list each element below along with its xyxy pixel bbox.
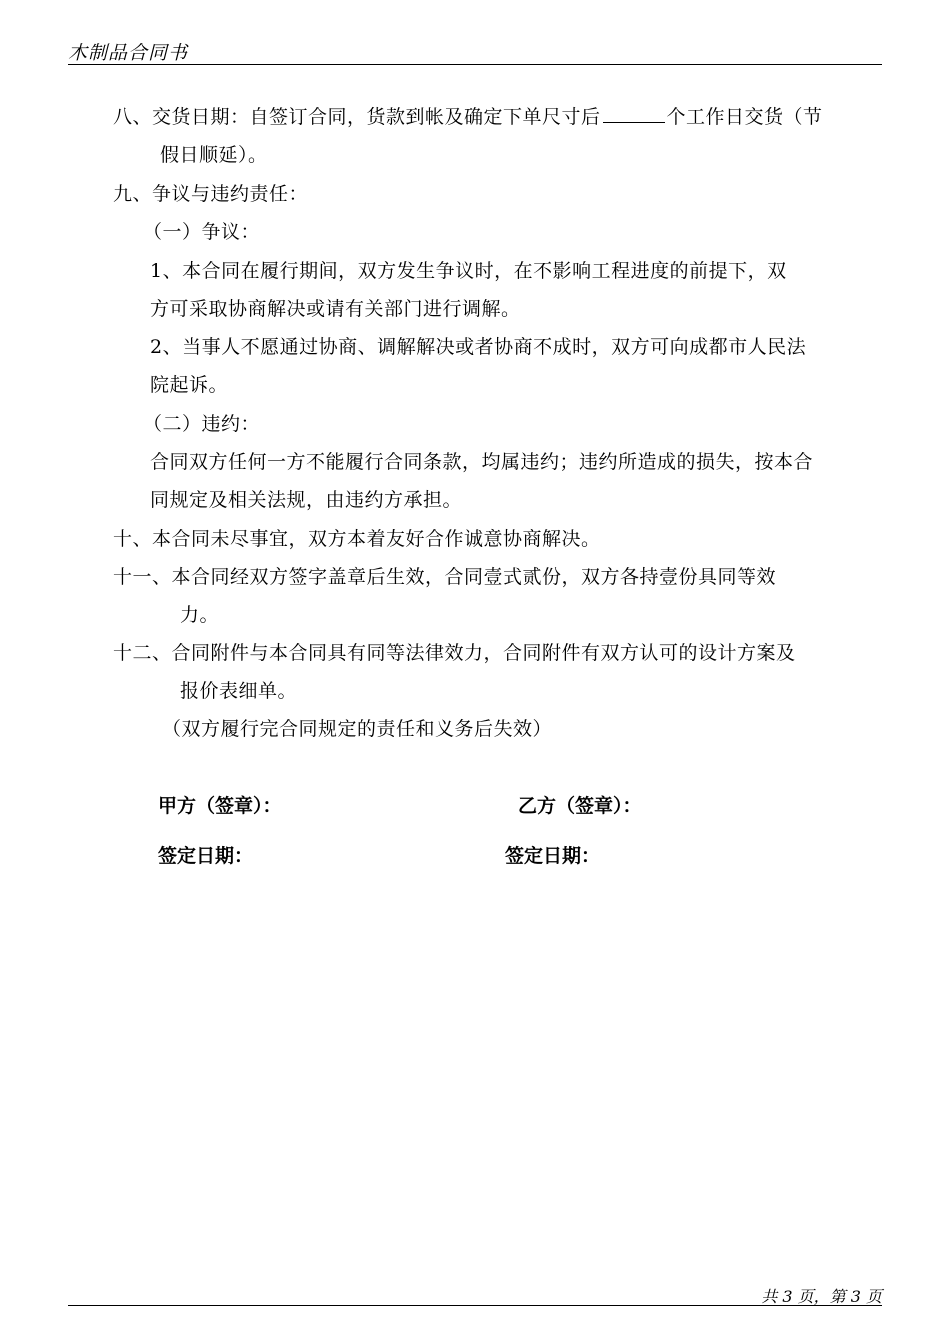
clause-12-line-1: 十二、合同附件与本合同具有同等法律效力，合同附件有双方认可的设计方案及 <box>113 642 796 664</box>
party-a-date-label: 签定日期： <box>158 845 254 867</box>
clause-9-1-item-2-line-2: 院起诉。 <box>150 374 229 396</box>
clause-8-text-after-blank: 个工作日交货（节 <box>666 106 823 128</box>
footer-divider <box>68 1305 882 1306</box>
page-number: 共 3 页，第 3 页 <box>761 1287 882 1306</box>
clause-8-line-1 <box>113 102 823 129</box>
clause-9-1-heading: （一）争议： <box>143 221 261 243</box>
party-b-date-label: 签定日期： <box>505 845 601 867</box>
clause-10: 十、本合同未尽事宜，双方本着友好合作诚意协商解决。 <box>113 528 601 550</box>
validity-note: （双方履行完合同规定的责任和义务后失效） <box>162 718 553 740</box>
clause-8-text-before-blank: 八、交货日期：自签订合同，货款到帐及确定下单尺寸后 <box>113 106 601 128</box>
clause-9-2-heading: （二）违约： <box>143 413 261 435</box>
clause-9-2-line-2: 同规定及相关法规，由违约方承担。 <box>150 489 463 511</box>
clause-12-line-2: 报价表细单。 <box>180 680 298 702</box>
clause-9-heading: 九、争议与违约责任： <box>113 183 309 205</box>
clause-11-line-1: 十一、本合同经双方签字盖章后生效，合同壹式贰份，双方各持壹份具同等效 <box>113 566 777 588</box>
clause-9-1-item-1-line-1: 1、本合同在履行期间，双方发生争议时，在不影响工程进度的前提下，双 <box>150 260 787 282</box>
clause-8-line-2: 假日顺延）。 <box>160 144 268 166</box>
header-divider <box>68 64 882 65</box>
party-b-signature-label: 乙方（签章）： <box>518 795 642 817</box>
clause-11-line-2: 力。 <box>180 604 220 626</box>
clause-9-1-item-1-line-2: 方可采取协商解决或请有关部门进行调解。 <box>150 298 521 320</box>
clause-9-2-line-1: 合同双方任何一方不能履行合同条款，均属违约；违约所造成的损失，按本合 <box>150 451 814 473</box>
document-title: 木制品合同书 <box>68 42 189 64</box>
clause-9-1-item-2-line-1: 2、当事人不愿通过协商、调解解决或者协商不成时，双方可向成都市人民法 <box>150 336 807 358</box>
party-a-signature-label: 甲方（签章）： <box>158 795 282 817</box>
delivery-days-blank <box>603 104 665 123</box>
